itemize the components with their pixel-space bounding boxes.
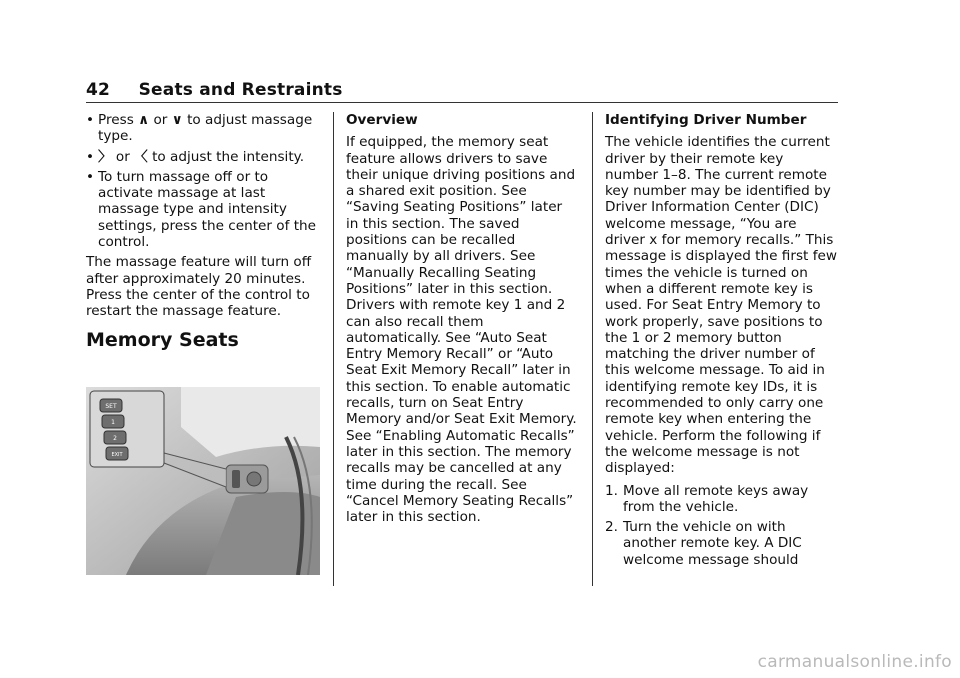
section-heading: Memory Seats — [86, 328, 239, 351]
right-chevron-icon: 〉 — [98, 148, 112, 165]
set-button-label: SET — [105, 403, 117, 410]
identifying-driver-text: The vehicle identifies the current driver by their remote key number 1–8. The current remote key number may be identified by Driver Information Center (DIC) welcome message, “You are driver x for memory recalls.” This message is displayed the first few times the vehicle is turned on when a different remote key is used. For Seat Entry Memory to work properly, save positions to the 1 or 2 memory button matching the driver number of this welcome message. To aid in identifying remote key IDs, it is recommended to only carry one remote key when entering the vehicle. Perform the following if the welcome message is not displayed: — [605, 134, 837, 477]
bullet-item: • Press ∧ or ∨ to adjust massage type. — [86, 112, 313, 145]
column-1 — [86, 112, 320, 362]
massage-timeout-paragraph: The massage feature will turn off after approximately 20 minutes. Press the center of the control to restart the massage feature. — [86, 254, 312, 320]
watermark: carmanualsonline.info — [757, 652, 952, 672]
step-item: 2. Turn the vehicle on with another remote key. A DIC welcome message should — [605, 519, 802, 568]
overview-text: If equipped, the memory seat feature allows drivers to save their unique driving positions and a shared exit position. See “Saving Seating Positions” later in this section. The saved positions can be recalled manually by all drivers. See “Manually Recalling Seating Positions” later in this section. Drivers with remote key 1 and 2 can also recall them automatically. See “Auto Seat Entry Memory Recall” or “Auto Seat Exit Memory Recall” later in this section. To enable automatic recalls, turn on Seat Entry Memory and/or Seat Exit Memory. See “Enabling Automatic Recalls” later in this section. The memory recalls may be cancelled at any time during the recall. See “Cancel Memory Seating Recalls” later in this section. — [346, 134, 577, 526]
chapter-title: Seats and Restraints — [138, 80, 343, 100]
down-chevron-icon: ∨ — [171, 112, 183, 128]
bullet-dot: • — [86, 148, 95, 165]
bullet-dot: • — [86, 112, 95, 128]
page-number: 42 — [86, 80, 111, 100]
bullet-item: • 〉 or 〈 to adjust the intensity. — [86, 148, 305, 165]
bullet-dot: • — [86, 168, 95, 185]
column-divider — [592, 112, 593, 586]
exit-button-label: EXIT — [111, 452, 123, 458]
left-chevron-icon: 〈 — [134, 148, 148, 165]
bullet-item: • To turn massage off or to activate massage at last massage type and intensity settings, press the center of the control. — [86, 168, 317, 251]
column-2 — [346, 112, 578, 531]
step-item: 1. Move all remote keys away from the vehicle. — [605, 482, 809, 515]
memory-2-button-label: 2 — [113, 435, 117, 442]
column-divider — [333, 112, 334, 586]
memory-seat-figure — [86, 387, 320, 575]
up-chevron-icon: ∧ — [138, 112, 150, 128]
page-header — [86, 80, 838, 100]
header-rule — [86, 102, 838, 103]
column-3 — [605, 112, 839, 572]
identifying-driver-heading: Identifying Driver Number — [605, 112, 807, 128]
memory-1-button-label: 1 — [111, 419, 115, 426]
overview-heading: Overview — [346, 112, 418, 128]
door-panel-illustration — [86, 387, 320, 575]
